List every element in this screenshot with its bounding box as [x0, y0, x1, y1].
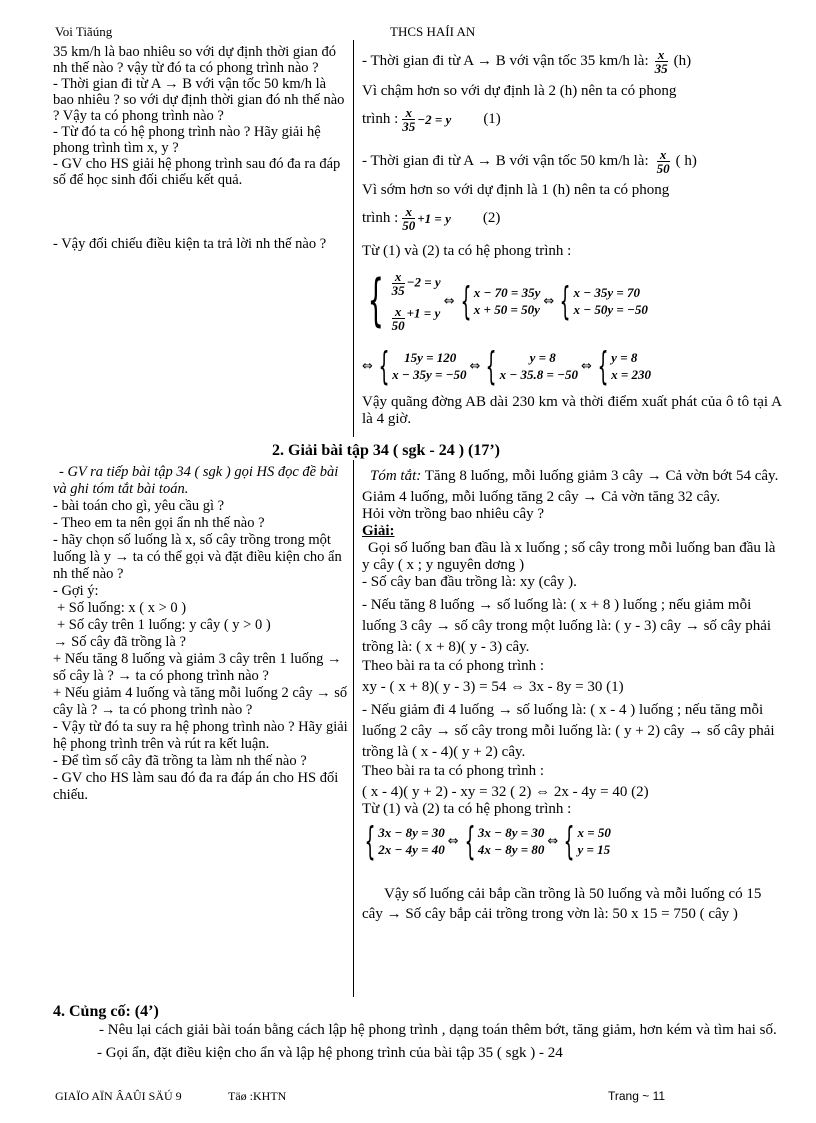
- system-row-1: { $\frac{x}{35}$ −2 = y $\frac{x}{50}$ +1 = y ⇔ { x − 70 = 35y x + 50 = 50y ⇔ { x − 35y = 70 x − 50y = −50: [367, 268, 648, 333]
- left-text: + Số cây trên 1 luống: y cây ( y > 0 ): [57, 617, 271, 633]
- giai-label: Giải:: [362, 523, 395, 539]
- left-text: + Nếu tăng 8 luống và giảm 3 cây trên 1 luống → số cây là ? → ta có phong trình nào ?: [53, 651, 342, 684]
- left-text: - GV cho HS giải hệ phong trình sau đó đa ra đáp số để học sinh đối chiếu kết quả.: [53, 156, 341, 188]
- left-text: - GV ra tiếp bài tập 34 ( sgk ) gọi HS đọc đề bài và ghi tóm tắt bài toán.: [53, 464, 339, 497]
- system-row-3: { 3x − 8y = 30 2x − 4y = 40 ⇔ { 3x − 8y = 30 4x − 8y = 80 ⇔ { x = 50 y = 15: [364, 819, 611, 863]
- system-row-2: ⇔ { 15y = 120 x − 35y = −50 ⇔ { y = 8 x − 35.8 = −50 ⇔ { y = 8 x = 230: [362, 344, 652, 388]
- header-left: Voi Tiãúng: [55, 24, 113, 39]
- right-text: Vậy quãng đờng AB dài 230 km và thời điểm xuất phát của ô tô tại A là 4 giờ.: [362, 394, 782, 427]
- part1-left-column: [53, 44, 349, 252]
- section-4-body: - Nêu lại cách giải bài toán bằng cách lập hệ phong trình , dạng toán thêm bớt, tăng giảm, hơn kém và tìm hai số. - Gọi ẩn, đặt điều kiện cho ẩn và lập hệ phong trình của bài tập 35 ( sgk ) - 24: [97, 1022, 777, 1061]
- part2-left-column: [53, 464, 349, 804]
- left-text: - Vậy từ đó ta suy ra hệ phong trình nào ? Hãy giải hệ phong trình trên và rút ra kết luận.: [53, 719, 348, 752]
- left-text: - hãy chọn số luống là x, số cây trồng trong một luống là y → ta có thể gọi và đặt điều kiện cho ẩn nh thế nào ?: [53, 532, 342, 582]
- right-text: - Thời gian đi từ A → B với vận tốc 50 km/h là:: [362, 152, 649, 169]
- left-text: - Theo em ta nên gọi ẩn nh thế nào ?: [53, 515, 265, 531]
- section-2-title: 2. Giải bài tập 34 ( sgk - 24 ) (17’): [272, 442, 500, 459]
- equation-1: $\frac{x}{35}$: [402, 104, 416, 134]
- left-text: - Từ đó ta có hệ phong trình nào ? Hãy giải hệ phong trình tìm x, y ?: [53, 124, 321, 156]
- part2-right-column: Tóm tắt: Tăng 8 luống, mỗi luống giảm 3 cây → Cả vờn bớt 54 cây. Giảm 4 luống, mỗi luống tăng 2 cây → Cả vờn tăng 32 cây. Hỏi vờn trồng bao nhiêu cây ? Giải: Gọi số luống ban đầu là x luống ; số cây trong mỗi luống ban đầu là y cây ( x ; y nguyên dơng ) - Số cây ban đầu trồng là: xy (cây ). - Nếu tăng 8 luống → số luống là: ( x + 8 ) luống ; nếu giảm mỗi luống 3 cây → số cây trong một luống là: ( y - 3) cây → số cây phải trồng là: ( x + 8)( y - 3) cây. Theo bài ra ta có phong trình : xy - ( x + 8)( y - 3) = 54 ⇔ 3x - 8y = 30 (1) - Nếu giảm đi 4 luống → số luống là: ( x - 4 ) luống ; nếu tăng mỗi luống 2 cây → số cây trong mỗi luống là: ( y + 2) cây → số cây phải trồng là ( x - 4)( y + 2) cây. Theo bài ra ta có phong trình : ( x - 4)( y + 2) - xy = 32 ( 2) ⇔ 2x - 4y = 40 (2) Từ (1) và (2) ta có hệ phong trình : { 3x − 8y = 30 2x − 4y = 40 ⇔ { 3x − 8y = 30 4x − 8y = 80 ⇔ { x = 50 y = 15 Vậy số luống cải bắp cần trồng là 50 luống và mỗi luống có 15 cây → Số cây bắp cải trồng trong vờn là: 50 x 15 = 750 ( cây ): [362, 468, 782, 924]
- header-center: THCS HAÍI AN: [390, 24, 476, 39]
- left-text: - Vậy đối chiếu điều kiện ta trả lời nh thế nào ?: [53, 236, 327, 252]
- left-text: - GV cho HS làm sau đó đa ra đáp án cho HS đối chiếu.: [53, 770, 339, 803]
- section-4-title: 4. Củng cố: (4’): [53, 1003, 159, 1020]
- left-text: 35 km/h là bao nhiêu so với dự định thời gian đó nh thế nào ? vậy từ đó ta có phong trình nào ?: [53, 44, 336, 76]
- left-text: - Thời gian đi từ A → B với vận tốc 50 km/h là bao nhiêu ? so với dự định thời gian đó nh thế nào ? Vậy ta có phong trình nào ?: [53, 76, 345, 124]
- footer-mid: Täø :KHTN: [228, 1089, 287, 1103]
- left-text: - Gợi ý:: [53, 583, 99, 599]
- equation-2: $\frac{x}{50}$: [402, 203, 416, 233]
- fraction-x-35: $\frac{x}{35}$: [654, 46, 668, 76]
- part1-right-column: - Thời gian đi từ A → B với vận tốc 35 km/h là: $\frac{x}{35}$ (h) Vì chậm hơn so với dự định là 2 (h) nên ta có phong trình : $\frac{x}{35}$ −2 = y (1) - Thời gian đi từ A → B với vận tốc 50 km/h là: $\frac{x}{50}$ ( h) Vì sớm hơn so với dự định là 1 (h) nên ta có phong trình : $\frac{x}{50}$ +1 = y (2) Từ (1) và (2) ta có hệ phong trình : { $\frac{x}{35}$ −2 = y $\frac{x}{50}$ +1 = y ⇔ { x − 70 = 35y x + 50 = 50y ⇔ { x − 35y = 70 x − 50y = −50 ⇔ { 15y = 120 x − 35y = −50 ⇔ { y = 8 x − 35.8 = −50 ⇔ { y = 8 x = 230 Vậy quãng đờng AB dài 230 km và thời điểm xuất phát của ô tô tại A là 4 giờ.: [362, 46, 782, 427]
- right-text: Từ (1) và (2) ta có hệ phong trình :: [362, 243, 572, 259]
- column-divider-bottom: [353, 460, 354, 997]
- footer-left: GIAÏO AÏN ÂAÛI SÄÚ 9: [55, 1089, 182, 1103]
- right-text: Vì sớm hơn so với dự định là 1 (h) nên ta có phong: [362, 182, 670, 198]
- right-text: - Thời gian đi từ A → B với vận tốc 35 km/h là:: [362, 52, 649, 69]
- fraction-x-50: $\frac{x}{50}$: [656, 146, 670, 176]
- left-text: → Số cây đã trồng là ?: [53, 634, 186, 650]
- left-text: + Nếu giảm 4 luống và tăng mỗi luống 2 cây → số cây là ? → ta có phong trình nào ?: [53, 685, 348, 718]
- column-divider-top: [353, 40, 354, 437]
- left-text: + Số luống: x ( x > 0 ): [57, 600, 187, 616]
- right-text: Vì chậm hơn so với dự định là 2 (h) nên ta có phong: [362, 83, 677, 99]
- footer-page: Trang ~ 11: [608, 1089, 666, 1103]
- left-text: - Để tìm số cây đã trồng ta làm nh thế nào ?: [53, 753, 307, 769]
- left-text: - bài toán cho gì, yêu cầu gì ?: [53, 498, 225, 514]
